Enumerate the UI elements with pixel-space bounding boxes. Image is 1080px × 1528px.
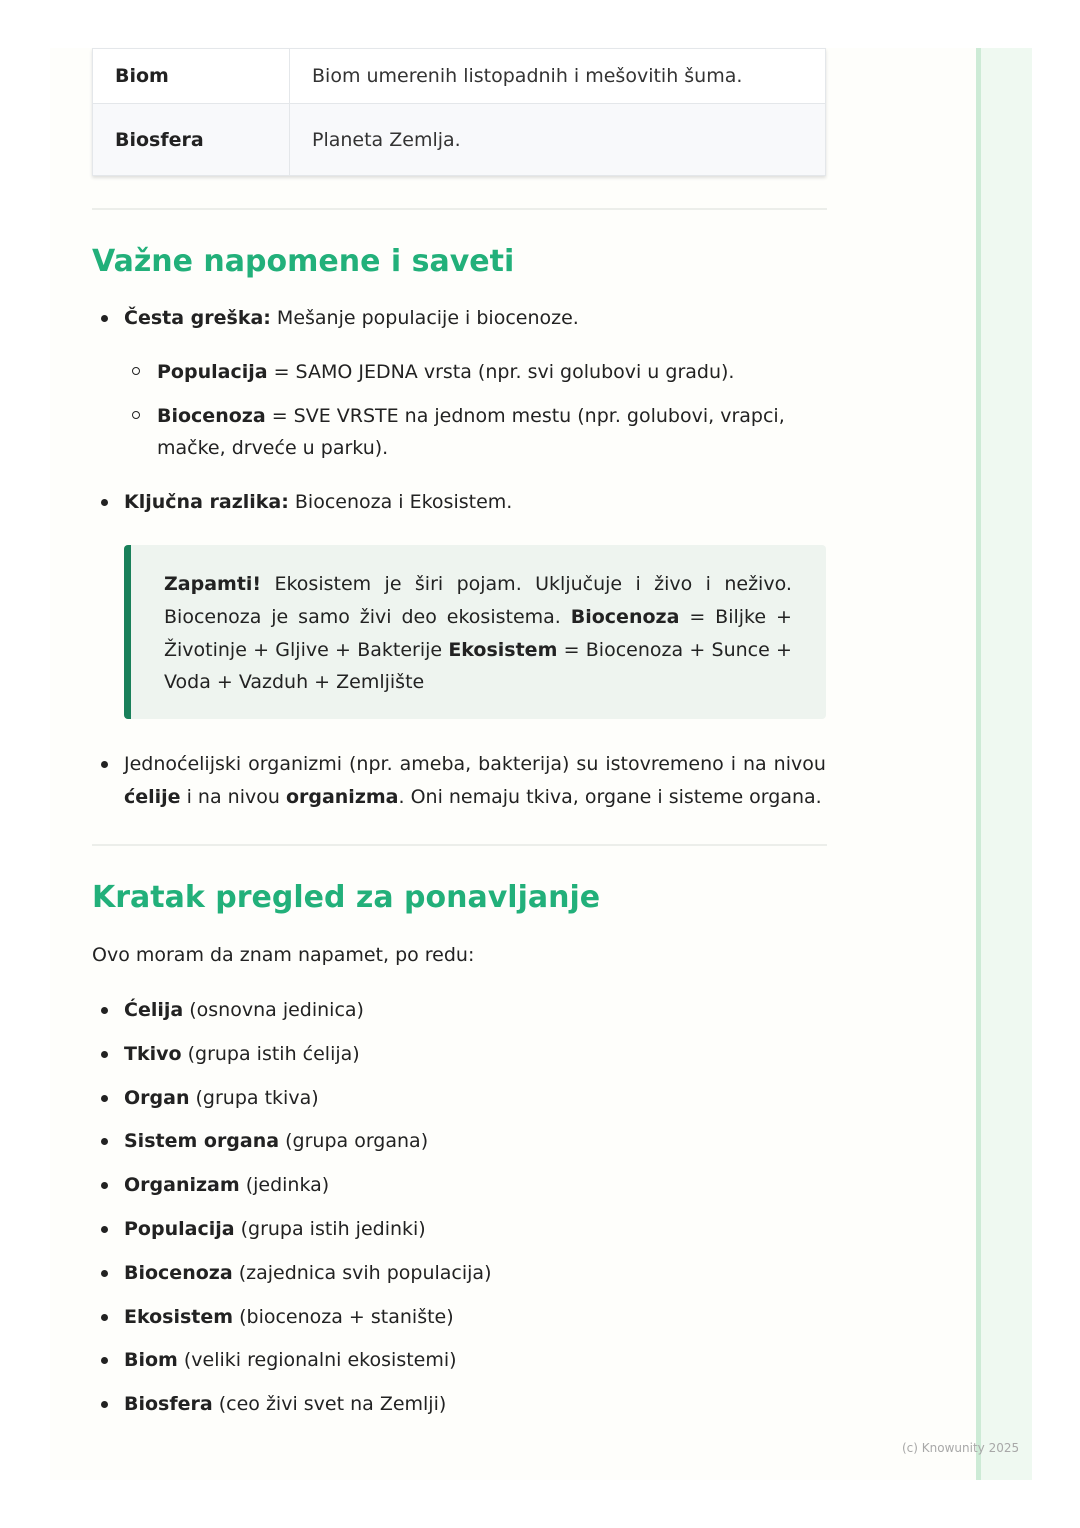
item-label: Organ (124, 1087, 190, 1109)
right-margin-rule (976, 48, 981, 1480)
bullet-icon (101, 1357, 108, 1364)
item-label: organizma (285, 786, 399, 808)
callout-word: Uključuje (535, 573, 623, 595)
list-item-unicellular-line-2 (124, 781, 822, 813)
divider (92, 208, 827, 210)
item-word: su (576, 753, 599, 775)
table-cell-desc: Planeta Zemlja. (290, 104, 826, 176)
callout-word: Bakterije (357, 639, 443, 661)
item-label: Organizam (124, 1174, 240, 1196)
item-word: nivou (773, 753, 826, 775)
item-label: Biocenoza (157, 405, 266, 427)
callout-word: Biocenoza (164, 606, 262, 628)
bullet-icon (101, 1314, 108, 1321)
table-row (93, 104, 826, 176)
levels-table (92, 48, 826, 176)
callout-word: širi (414, 573, 444, 595)
item-label: Populacija (124, 1218, 235, 1240)
callout-word: i (705, 573, 711, 595)
callout-word: = (689, 606, 706, 628)
item-label: Biom (124, 1349, 178, 1371)
list-item-common-mistake (124, 302, 579, 334)
copyright-footer: (c) Knowunity 2025 (902, 1441, 1020, 1455)
item-word: Jednoćelijski (124, 753, 242, 775)
summary-list-item (124, 1301, 454, 1333)
item-word: istovremeno (605, 753, 724, 775)
callout-line-3 (164, 634, 792, 666)
callout-word: + (335, 639, 351, 661)
callout-word: Biocenoza (570, 606, 680, 628)
callout-word: živo (654, 573, 693, 595)
table-cell-term: Biom (93, 49, 290, 104)
circle-bullet-icon (132, 367, 140, 375)
callout-word: neživo. (724, 573, 792, 595)
item-text: (grupa istih jedinki) (234, 1218, 426, 1240)
item-text: i na nivou (180, 786, 286, 808)
section-heading-summary: Kratak pregled za ponavljanje (92, 880, 601, 915)
item-label: ćelije (124, 786, 181, 808)
item-word: organizmi (248, 753, 343, 775)
item-text: Biocenoza i Ekosistem. (288, 491, 513, 513)
callout-accent-bar (124, 545, 131, 719)
bullet-icon (101, 1401, 108, 1408)
callout-word: Biocenoza (585, 639, 684, 661)
bullet-icon (101, 315, 108, 322)
item-label: Tkivo (124, 1043, 182, 1065)
item-text: (ceo živi svet na Zemlji) (212, 1393, 447, 1415)
bullet-icon (101, 1270, 108, 1277)
callout-word: Ekosistem (448, 639, 558, 661)
item-word: i (730, 753, 737, 775)
callout-word: ekosistema. (446, 606, 561, 628)
callout-word: Sunce (711, 639, 770, 661)
bullet-icon (101, 1182, 108, 1189)
callout-word: + (776, 639, 792, 661)
item-text: . Oni nemaju tkiva, organe i sisteme organa. (398, 786, 822, 808)
callout-word: Zapamti! (164, 573, 262, 595)
summary-list-item (124, 1257, 491, 1289)
item-word: bakterija) (478, 753, 570, 775)
circle-bullet-icon (132, 411, 140, 419)
summary-list-item (124, 1169, 329, 1201)
section-heading-notes: Važne napomene i saveti (92, 244, 515, 279)
callout-word: Gljive (275, 639, 329, 661)
item-text: Mešanje populacije i biocenoze. (270, 307, 579, 329)
summary-list-item (124, 1125, 428, 1157)
item-text: (biocenoza + stanište) (233, 1306, 454, 1328)
item-word: (npr. (349, 753, 393, 775)
item-label: Populacija (157, 361, 268, 383)
callout-line-4: Voda + Vazduh + Zemljište (164, 671, 425, 693)
callout-word: i (635, 573, 641, 595)
bullet-icon (101, 1007, 108, 1014)
callout-word: + (689, 639, 706, 661)
sub-item-population (157, 356, 734, 388)
item-word: ameba, (399, 753, 472, 775)
list-item-unicellular-line-1 (124, 748, 826, 780)
item-label: Ključna razlika: (124, 491, 289, 513)
list-item-key-difference (124, 486, 512, 518)
bullet-icon (101, 761, 108, 768)
sub-item-biocenosis-cont: mačke, drveće u parku). (157, 437, 389, 459)
callout-word: = (563, 639, 580, 661)
callout-word: Biljke (715, 606, 767, 628)
callout-word: + (253, 639, 270, 661)
bullet-icon (101, 1095, 108, 1102)
item-label: Biosfera (124, 1393, 213, 1415)
item-text: = SVE VRSTE na jednom mestu (npr. golubovi, vrapci, (265, 405, 785, 427)
item-text: (grupa tkiva) (189, 1087, 319, 1109)
item-text: (grupa istih ćelija) (181, 1043, 360, 1065)
item-text: (osnovna jedinica) (183, 999, 364, 1021)
callout-word: je (271, 606, 289, 628)
table-cell-term: Biosfera (93, 104, 290, 176)
callout-word: Ekosistem (274, 573, 372, 595)
callout-word: Životinje (164, 639, 247, 661)
item-text: (veliki regionalni ekosistemi) (177, 1349, 457, 1371)
callout-line-2 (164, 601, 792, 633)
item-label: Česta greška: (124, 307, 271, 329)
divider (92, 844, 827, 846)
item-label: Ćelija (124, 999, 184, 1021)
item-text: = SAMO JEDNA vrsta (npr. svi golubovi u gradu). (267, 361, 735, 383)
bullet-icon (101, 499, 108, 506)
right-margin-panel (976, 48, 1032, 1480)
item-label: Sistem organa (124, 1130, 280, 1152)
callout-line-1 (164, 568, 792, 600)
summary-intro: Ovo moram da znam napamet, po redu: (92, 944, 475, 966)
summary-list-item (124, 1082, 319, 1114)
bullet-icon (101, 1226, 108, 1233)
item-text: (grupa organa) (279, 1130, 429, 1152)
callout-word: + (775, 606, 792, 628)
callout-word: pojam. (456, 573, 522, 595)
item-label: Ekosistem (124, 1306, 234, 1328)
summary-list-item (124, 994, 364, 1026)
table-row (93, 49, 826, 104)
item-label: Biocenoza (124, 1262, 233, 1284)
table-cell-desc: Biom umerenih listopadnih i mešovitih šuma. (290, 49, 826, 104)
summary-list-item (124, 1344, 457, 1376)
item-word: na (743, 753, 767, 775)
summary-list-item (124, 1213, 426, 1245)
callout-word: živi (359, 606, 392, 628)
item-text: (zajednica svih populacija) (232, 1262, 492, 1284)
summary-list-item (124, 1038, 360, 1070)
bullet-icon (101, 1138, 108, 1145)
item-text: (jedinka) (239, 1174, 330, 1196)
summary-list-item (124, 1388, 446, 1420)
callout-word: samo (298, 606, 350, 628)
callout-word: je (384, 573, 402, 595)
callout-word: deo (401, 606, 437, 628)
sub-item-biocenosis (157, 400, 785, 432)
bullet-icon (101, 1051, 108, 1058)
